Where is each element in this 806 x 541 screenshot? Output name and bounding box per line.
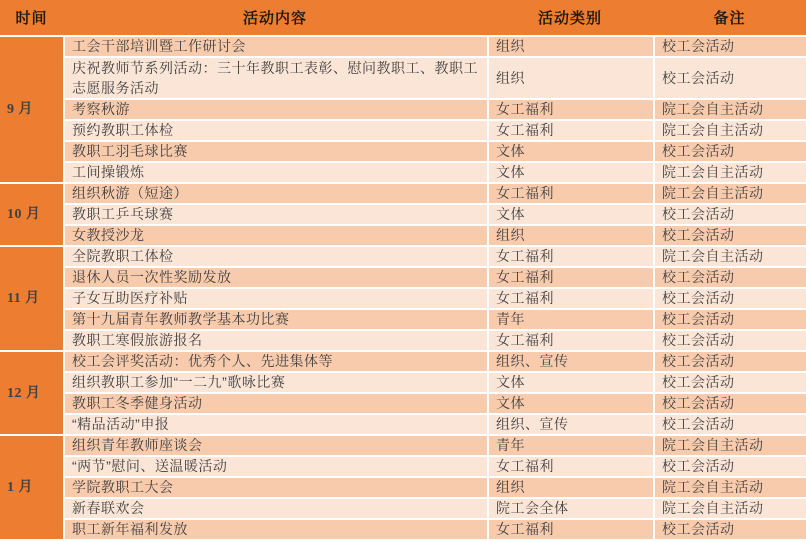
activity-remark-cell: 校工会活动 bbox=[653, 310, 806, 331]
activity-category-cell: 文体 bbox=[487, 394, 653, 415]
activity-content-cell: 职工新年福利发放 bbox=[63, 520, 487, 541]
activity-row bbox=[0, 373, 806, 394]
activity-remark-cell: 校工会活动 bbox=[653, 352, 806, 373]
month-cell: 10 月 bbox=[0, 184, 63, 247]
month-cell: 11 月 bbox=[0, 247, 63, 352]
activity-row bbox=[0, 268, 806, 289]
header-row bbox=[0, 0, 806, 37]
activity-content-cell: 工会干部培训暨工作研讨会 bbox=[63, 37, 487, 58]
activity-remark-cell: 校工会活动 bbox=[653, 394, 806, 415]
activity-category-cell: 女工福利 bbox=[487, 100, 653, 121]
activity-content-cell: 组织秋游（短途） bbox=[63, 184, 487, 205]
activity-row bbox=[0, 289, 806, 310]
activity-row bbox=[0, 142, 806, 163]
activity-remark-cell: 校工会活动 bbox=[653, 289, 806, 310]
activity-content-cell: 全院教职工体检 bbox=[63, 247, 487, 268]
activity-category-cell: 青年 bbox=[487, 436, 653, 457]
activity-row bbox=[0, 121, 806, 142]
activity-category-cell: 女工福利 bbox=[487, 121, 653, 142]
activity-row bbox=[0, 415, 806, 436]
activity-content-cell: 组织青年教师座谈会 bbox=[63, 436, 487, 457]
activity-remark-cell: 院工会自主活动 bbox=[653, 100, 806, 121]
column-header-category: 活动类别 bbox=[487, 0, 653, 37]
activity-category-cell: 女工福利 bbox=[487, 520, 653, 541]
activity-row bbox=[0, 100, 806, 121]
activity-row bbox=[0, 478, 806, 499]
activity-row bbox=[0, 226, 806, 247]
activity-content-cell: 考察秋游 bbox=[63, 100, 487, 121]
activity-remark-cell: 院工会自主活动 bbox=[653, 436, 806, 457]
activity-remark-cell: 院工会自主活动 bbox=[653, 478, 806, 499]
activity-content-cell: 第十九届青年教师教学基本功比赛 bbox=[63, 310, 487, 331]
activity-row bbox=[0, 520, 806, 541]
activity-content-cell: 组织教职工参加“一二九”歌咏比赛 bbox=[63, 373, 487, 394]
activity-row bbox=[0, 436, 806, 457]
activity-category-cell: 女工福利 bbox=[487, 184, 653, 205]
activity-category-cell: 女工福利 bbox=[487, 331, 653, 352]
activity-row bbox=[0, 247, 806, 268]
column-header-time: 时间 bbox=[0, 0, 63, 37]
activity-row bbox=[0, 499, 806, 520]
activity-remark-cell: 院工会自主活动 bbox=[653, 184, 806, 205]
activity-row bbox=[0, 352, 806, 373]
activity-category-cell: 组织 bbox=[487, 37, 653, 58]
activity-content-cell: 女教授沙龙 bbox=[63, 226, 487, 247]
activity-remark-cell: 校工会活动 bbox=[653, 268, 806, 289]
activity-remark-cell: 校工会活动 bbox=[653, 520, 806, 541]
activity-remark-cell: 校工会活动 bbox=[653, 142, 806, 163]
column-header-content: 活动内容 bbox=[63, 0, 487, 37]
activity-content-cell: 庆祝教师节系列活动：三十年教职工表彰、慰问教职工、教职工志愿服务活动 bbox=[63, 58, 487, 100]
activity-content-cell: 退休人员一次性奖励发放 bbox=[63, 268, 487, 289]
column-header-remark: 备注 bbox=[653, 0, 806, 37]
activity-content-cell: 新春联欢会 bbox=[63, 499, 487, 520]
activity-remark-cell: 校工会活动 bbox=[653, 373, 806, 394]
month-cell: 9 月 bbox=[0, 37, 63, 184]
activity-row bbox=[0, 205, 806, 226]
activity-content-cell: 工间操锻炼 bbox=[63, 163, 487, 184]
activity-category-cell: 女工福利 bbox=[487, 268, 653, 289]
activity-remark-cell: 校工会活动 bbox=[653, 37, 806, 58]
activity-content-cell: 学院教职工大会 bbox=[63, 478, 487, 499]
activity-row bbox=[0, 184, 806, 205]
activity-category-cell: 文体 bbox=[487, 205, 653, 226]
activity-category-cell: 女工福利 bbox=[487, 247, 653, 268]
activity-category-cell: 青年 bbox=[487, 310, 653, 331]
activity-table-body bbox=[0, 37, 806, 541]
activity-row bbox=[0, 163, 806, 184]
activity-row bbox=[0, 394, 806, 415]
activity-row bbox=[0, 310, 806, 331]
activity-content-cell: 校工会评奖活动：优秀个人、先进集体等 bbox=[63, 352, 487, 373]
activity-remark-cell: 院工会自主活动 bbox=[653, 163, 806, 184]
activity-category-cell: 组织 bbox=[487, 58, 653, 100]
activity-row bbox=[0, 331, 806, 352]
activity-row bbox=[0, 457, 806, 478]
activity-content-cell: “两节”慰问、送温暖活动 bbox=[63, 457, 487, 478]
activity-remark-cell: 校工会活动 bbox=[653, 331, 806, 352]
activity-category-cell: 女工福利 bbox=[487, 457, 653, 478]
activity-content-cell: 预约教职工体检 bbox=[63, 121, 487, 142]
activity-category-cell: 组织、宣传 bbox=[487, 352, 653, 373]
activity-row bbox=[0, 58, 806, 100]
activity-remark-cell: 校工会活动 bbox=[653, 205, 806, 226]
activity-remark-cell: 校工会活动 bbox=[653, 457, 806, 478]
activity-row bbox=[0, 37, 806, 58]
activity-category-cell: 文体 bbox=[487, 373, 653, 394]
activity-remark-cell: 校工会活动 bbox=[653, 415, 806, 436]
activity-content-cell: 教职工寒假旅游报名 bbox=[63, 331, 487, 352]
activity-category-cell: 文体 bbox=[487, 163, 653, 184]
month-cell: 12 月 bbox=[0, 352, 63, 436]
activity-remark-cell: 校工会活动 bbox=[653, 58, 806, 100]
activity-content-cell: 子女互助医疗补贴 bbox=[63, 289, 487, 310]
activity-category-cell: 组织 bbox=[487, 226, 653, 247]
activity-remark-cell: 院工会自主活动 bbox=[653, 499, 806, 520]
activity-category-cell: 组织 bbox=[487, 478, 653, 499]
activity-content-cell: 教职工冬季健身活动 bbox=[63, 394, 487, 415]
activity-remark-cell: 校工会活动 bbox=[653, 226, 806, 247]
activity-remark-cell: 院工会自主活动 bbox=[653, 121, 806, 142]
activity-content-cell: 教职工羽毛球比赛 bbox=[63, 142, 487, 163]
activity-remark-cell: 院工会自主活动 bbox=[653, 247, 806, 268]
activity-category-cell: 女工福利 bbox=[487, 289, 653, 310]
activity-content-cell: “精品活动”申报 bbox=[63, 415, 487, 436]
month-cell: 1 月 bbox=[0, 436, 63, 541]
activity-category-cell: 院工会全体 bbox=[487, 499, 653, 520]
activity-category-cell: 文体 bbox=[487, 142, 653, 163]
activity-content-cell: 教职工乒乓球赛 bbox=[63, 205, 487, 226]
activity-category-cell: 组织、宣传 bbox=[487, 415, 653, 436]
